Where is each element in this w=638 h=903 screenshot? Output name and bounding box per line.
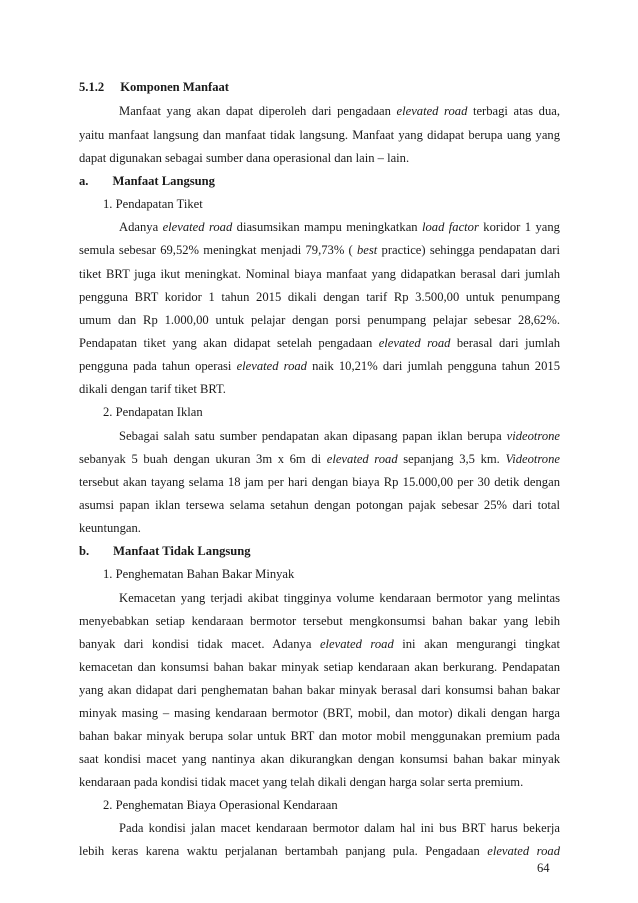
intro-line-2: yaitu manfaat langsung dan manfaat tidak langsung. Manfaat yang didapat berupa uang yang [79, 128, 560, 142]
item-heading-penghematan-bbm: 1. Penghematan Bahan Bakar Minyak [103, 567, 295, 581]
item-heading-pendapatan-tiket: 1. Pendapatan Tiket [103, 197, 203, 211]
paragraph-line: menyebabkan setiap kendaraan bermotor tersebut mengkonsumsi bahan bakar yang lebih [79, 614, 560, 628]
section-number: 5.1.2 [79, 80, 105, 94]
paragraph-line: pengguna BRT koridor 1 tahun 2015 dikali dengan tarif Rp 3.500,00 untuk penumpang [79, 290, 560, 304]
paragraph-line: pengguna pada tahun operasi elevated road naik 10,21% dari jumlah pengguna tahun 2015 [79, 359, 560, 373]
part-a-title: Manfaat Langsung [112, 174, 215, 188]
paragraph-line: banyak dari kondisi tidak macet. Adanya elevated road ini akan mengurangi tingkat [79, 637, 560, 651]
paragraph-line: kemacetan dan konsumsi bahan bakar minyak setiap kendaraan akan berkurang. Pendapatan [79, 660, 560, 674]
part-b-marker: b. [79, 544, 90, 558]
paragraph-line: Pendapatan tiket yang akan didapat setelah pengadaan elevated road berasal dari jumlah [79, 336, 560, 350]
paragraph-line: kendaraan pada kondisi tidak macet yang telah dikali dengan harga solar serta premium. [79, 775, 524, 789]
paragraph-line: asumsi papan iklan tersewa selama setahun dengan potongan pajak sebesar 25% dari total [79, 498, 560, 512]
item-heading-pendapatan-iklan: 2. Pendapatan Iklan [103, 405, 203, 419]
intro-line-3: dapat digunakan sebagai sumber dana operasional dan lain – lain. [79, 151, 410, 165]
section-heading [79, 79, 229, 95]
paragraph-line: keuntungan. [79, 521, 141, 535]
paragraph-line: tiket BRT juga ikut meningkat. Nominal biaya manfaat yang didapatkan berasal dari jumlah [79, 267, 560, 281]
part-b-title: Manfaat Tidak Langsung [113, 544, 251, 558]
paragraph-line: Sebagai salah satu sumber pendapatan akan dipasang papan iklan berupa videotrone [119, 429, 560, 443]
part-a-marker: a. [79, 174, 89, 188]
paragraph-line: Kemacetan yang terjadi akibat tingginya volume kendaraan bermotor yang melintas [119, 591, 560, 605]
paragraph-line: minyak masing – masing kendaraan bermotor (BRT, mobil, dan motor) dikali dengan harga [79, 706, 560, 720]
paragraph-line: saat kondisi macet yang nantinya akan dikurangkan dengan konsumsi bahan bakar minyak [79, 752, 560, 766]
page-number: 64 [537, 861, 550, 875]
paragraph-line: bahan bakar minyak berupa solar untuk BRT dan motor mobil menggunakan premium pada [79, 729, 560, 743]
section-title: Komponen Manfaat [120, 80, 229, 94]
paragraph-line: semula sebesar 69,52% meningkat menjadi 79,73% ( best practice) sehingga pendapatan dari [79, 243, 560, 257]
paragraph-line: dikali dengan tarif tiket BRT. [79, 382, 226, 396]
intro-line-1: Manfaat yang akan dapat diperoleh dari pengadaan elevated road terbagi atas dua, [119, 104, 560, 118]
paragraph-line: yang akan didapat dari penghematan bahan bakar minyak berasal dari konsumsi bahan bakar [79, 683, 560, 697]
paragraph-line: tersebut akan tayang selama 18 jam per hari dengan biaya Rp 15.000,00 per 30 detik dengan [79, 475, 560, 489]
item-heading-penghematan-bok: 2. Penghematan Biaya Operasional Kendaraan [103, 798, 338, 812]
part-b-heading [79, 543, 251, 559]
paragraph-line: sebanyak 5 buah dengan ukuran 3m x 6m di elevated road sepanjang 3,5 km. Videotrone [79, 452, 560, 466]
paragraph-line: lebih keras karena waktu perjalanan bertambah panjang pula. Pengadaan elevated road [79, 844, 560, 858]
part-a-heading [79, 173, 215, 189]
paragraph-line: Adanya elevated road diasumsikan mampu meningkatkan load factor koridor 1 yang [119, 220, 560, 234]
paragraph-line: Pada kondisi jalan macet kendaraan bermotor dalam hal ini bus BRT harus bekerja [119, 821, 560, 835]
paragraph-line: umum dan Rp 1.000,00 untuk pelajar dengan porsi penumpang pelajar sebesar 28,62%. [79, 313, 560, 327]
